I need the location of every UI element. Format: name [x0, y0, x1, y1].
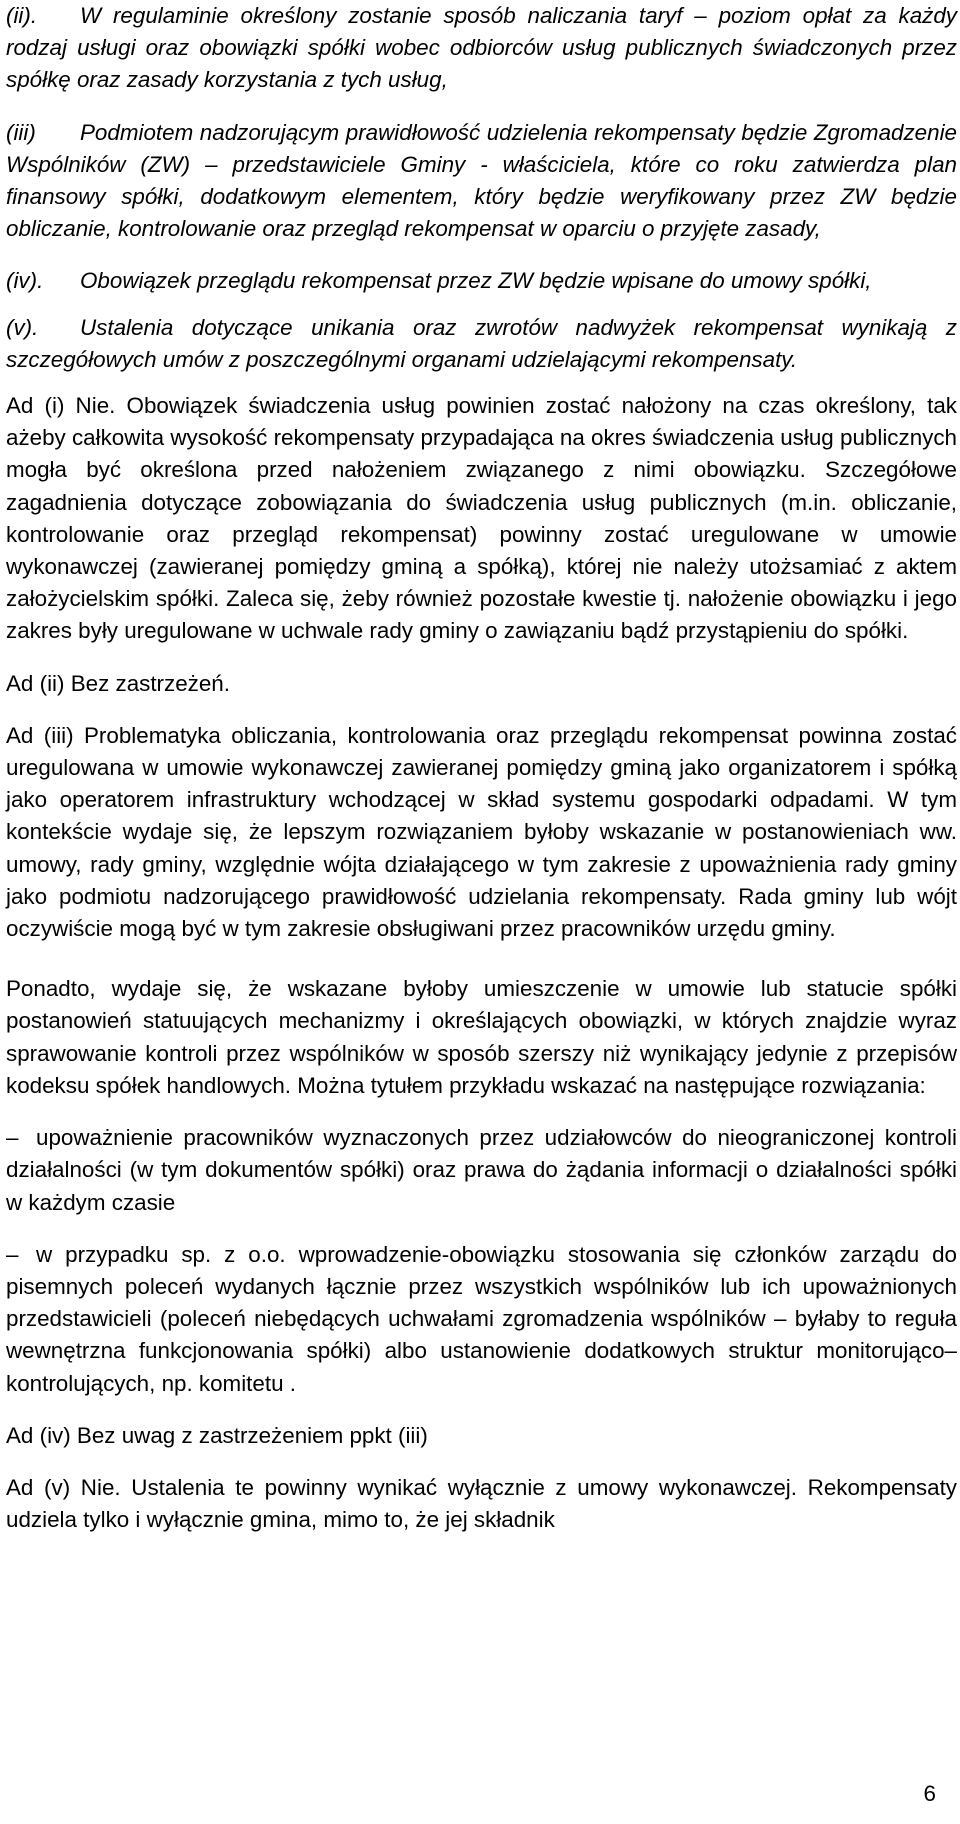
paragraph-ad-iii: Ad (iii) Problematyka obliczania, kontrolowania oraz przeglądu rekompensat powinna zostać uregulowana w umowie wykonawczej zawieranej pomiędzy gminą jako organizatorem i spółką jako operatorem infrastruktury wchodzącej w skład systemu gospodarki odpadami. W tym kontekście wydaje się, że lepszym rozwiązaniem byłoby wskazanie w postanowieniach ww. umowy, rady gminy, względnie wójta działającego w tym zakresie z upoważnienia rady gminy jako podmiotu nadzorującego prawidłowość udzielania rekompensaty. Rada gminy lub wójt oczywiście mogą być w tym zakresie obsługiwani przez pracowników urzędu gminy.	[6, 722, 957, 942]
item-text: W regulaminie określony zostanie sposób naliczania taryf – poziom opłat za każdy rodzaj usługi oraz obowiązki spółki wobec odbiorców usług publicznych świadczonych przez spółkę oraz zasady korzystania z tych usług,	[6, 3, 957, 93]
item-text: Ustalenia dotyczące unikania oraz zwrotów nadwyżek rekompensat wynikają z szczegółowych umów z poszczególnymi organami udzielającymi rekompensaty.	[6, 314, 957, 372]
item-label: (ii).	[6, 3, 38, 28]
item-label: (v).	[6, 314, 39, 340]
item-iii	[6, 117, 957, 246]
list-item-text: w przypadku sp. z o.o. wprowadzenie-obowiązku stosowania się członków zarządu do pisemnych poleceń wydanych łącznie przez wszystkich wspólników lub ich upoważnionych przedstawicieli (poleceń niebędących uchwałami zgromadzenia wspólników – byłaby to reguła wewnętrzna funkcjonowania spółki) albo ustanowienie dodatkowych struktur monitorująco–kontrolujących, np. komitetu .	[6, 1241, 957, 1396]
paragraph-ad-i: Ad (i) Nie. Obowiązek świadczenia usług powinien zostać nałożony na czas określony, tak ażeby całkowita wysokość rekompensaty przypadająca na okres świadczenia usług publicznych mogła być określona przed nałożeniem związanego z nimi obowiązku. Szczegółowe zagadnienia dotyczące zobowiązania do świadczenia usług publicznych (m.in. obliczanie, kontrolowanie oraz przegląd rekompensat) powinny zostać uregulowane w umowie wykonawczej (zawieranej pomiędzy gminą a spółką), której nie należy utożsamiać z aktem założycielskim spółki. Zaleca się, żeby również pozostałe kwestie tj. nałożenie obowiązku i jego zakres były uregulowane w uchwale rady gminy o zawiązaniu bądź przystąpieniu do spółki.	[6, 393, 957, 644]
list-item	[6, 1122, 957, 1219]
item-label: (iii)	[6, 119, 36, 145]
item-ii	[6, 0, 957, 97]
paragraph-ad-ii: Ad (ii) Bez zastrzeżeń.	[6, 670, 230, 696]
list-item-text: upoważnienie pracowników wyznaczonych przez udziałowców do nieograniczonej kontroli działalności (w tym dokumentów spółki) oraz prawa do żądania informacji o działalności spółki w każdym czasie	[6, 1125, 957, 1215]
paragraph-ad-v: Ad (v) Nie. Ustalenia te powinny wynikać wyłącznie z umowy wykonawczej. Rekompensaty udziela tylko i wyłącznie gmina, mimo to, że jej składnik	[6, 1474, 957, 1533]
item-iv	[6, 265, 957, 297]
dash-bullet: –	[6, 1125, 19, 1151]
list-item	[6, 1239, 957, 1400]
item-v	[6, 312, 957, 376]
paragraph-ad-iv: Ad (iv) Bez uwag z zastrzeżeniem ppkt (iii)	[6, 1422, 428, 1448]
item-text: Obowiązek przeglądu rekompensat przez ZW będzie wpisane do umowy spółki,	[80, 268, 872, 294]
dash-bullet: –	[6, 1241, 19, 1267]
page-number: 6	[923, 1781, 936, 1806]
item-label: (iv).	[6, 268, 44, 294]
paragraph-ponadto: Ponadto, wydaje się, że wskazane byłoby umieszczenie w umowie lub statucie spółki postanowień statuujących mechanizmy i określających obowiązki, w których znajdzie wyraz sprawowanie kontroli przez wspólników w sposób szerszy niż wynikający jedynie z przepisów kodeksu spółek handlowych. Można tytułem przykładu wskazać na następujące rozwiązania:	[6, 976, 957, 1098]
item-text: Podmiotem nadzorującym prawidłowość udzielenia rekompensaty będzie Zgromadzenie Wspólników (ZW) – przedstawiciele Gminy - właściciela, które co roku zatwierdza plan finansowy spółki, dodatkowym elementem, który będzie weryfikowany przez ZW będzie obliczanie, kontrolowanie oraz przegląd rekompensat w oparciu o przyjęte zasady,	[6, 119, 957, 242]
